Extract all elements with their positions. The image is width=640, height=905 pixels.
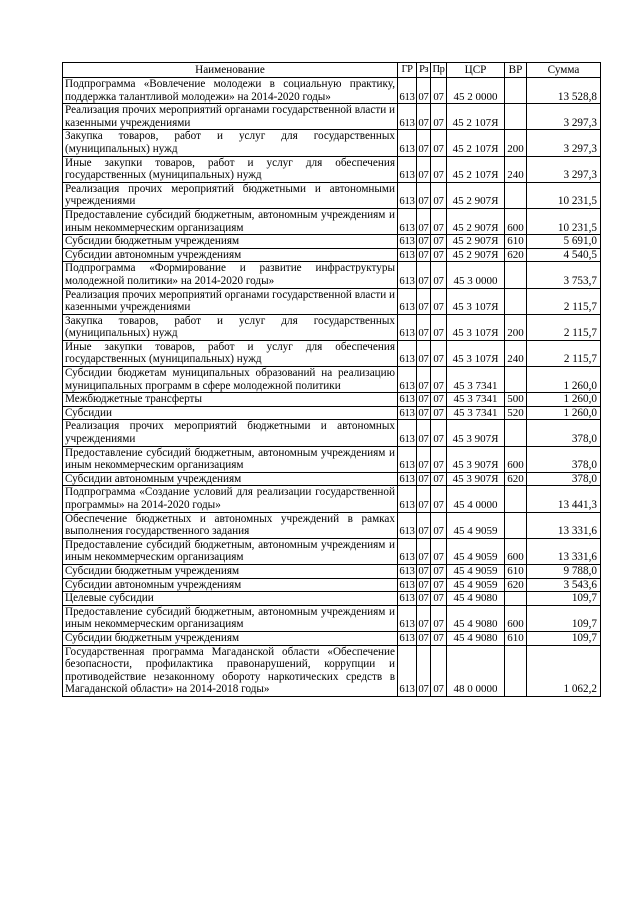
table-row xyxy=(63,538,601,564)
row-csr: 45 2 907Я xyxy=(447,248,505,262)
row-pr: 07 xyxy=(431,605,447,631)
row-sum: 3 543,6 xyxy=(527,578,601,592)
row-rz: 07 xyxy=(417,104,431,130)
row-csr: 45 3 107Я xyxy=(447,288,505,314)
row-gr: 613 xyxy=(398,446,417,472)
row-vr xyxy=(505,592,527,606)
row-csr: 45 3 107Я xyxy=(447,340,505,366)
table-row xyxy=(63,130,601,156)
row-vr xyxy=(505,512,527,538)
row-csr: 45 4 9059 xyxy=(447,564,505,578)
row-rz: 07 xyxy=(417,262,431,288)
row-vr: 200 xyxy=(505,314,527,340)
row-vr: 240 xyxy=(505,340,527,366)
row-sum: 13 528,8 xyxy=(527,78,601,104)
row-rz: 07 xyxy=(417,645,431,696)
row-vr: 620 xyxy=(505,248,527,262)
table-row xyxy=(63,592,601,606)
table-row xyxy=(63,235,601,249)
row-pr: 07 xyxy=(431,538,447,564)
row-vr: 600 xyxy=(505,605,527,631)
row-csr: 45 3 0000 xyxy=(447,262,505,288)
row-rz: 07 xyxy=(418,578,429,591)
header-pr: Пр xyxy=(431,63,447,78)
row-rz: 07 xyxy=(417,512,431,538)
row-pr: 07 xyxy=(431,446,447,472)
row-vr xyxy=(505,78,527,104)
row-csr: 45 3 7341 xyxy=(447,406,505,420)
row-name: Подпрограмма «Формирование и развитие инфраструктуры молодежной политики» на 2014-2020 годы» xyxy=(63,262,398,288)
row-name: Подпрограмма «Вовлечение молодежи в социальную практику, поддержка талантливой молодежи» на 2014-2020 годы» xyxy=(63,78,398,104)
header-vr: ВР xyxy=(505,63,527,78)
row-pr: 07 xyxy=(431,420,447,446)
row-gr: 613 xyxy=(399,472,415,485)
row-sum: 1 260,0 xyxy=(527,393,601,407)
row-vr xyxy=(505,104,527,130)
row-sum: 2 115,7 xyxy=(527,288,601,314)
row-sum: 2 115,7 xyxy=(527,340,601,366)
row-vr: 620 xyxy=(505,578,527,592)
row-rz: 07 xyxy=(418,592,429,605)
row-vr xyxy=(505,420,527,446)
table-row xyxy=(63,446,601,472)
row-csr: 48 0 0000 xyxy=(447,645,505,696)
row-name: Субсидии бюджетным учреждениям xyxy=(63,564,398,578)
table-row xyxy=(63,512,601,538)
row-vr xyxy=(505,262,527,288)
row-name: Закупка товаров, работ и услуг для государственных (муниципальных) нужд xyxy=(63,130,398,156)
row-sum: 109,7 xyxy=(527,592,601,606)
row-pr: 07 xyxy=(431,472,447,486)
row-pr: 07 xyxy=(431,78,447,104)
row-rz: 07 xyxy=(417,156,431,182)
row-name: Иные закупки товаров, работ и услуг для обеспечения государственных (муниципальных) нужд xyxy=(63,156,398,182)
row-csr: 45 4 9059 xyxy=(447,578,505,592)
row-csr: 45 4 9059 xyxy=(447,538,505,564)
row-gr: 613 xyxy=(398,130,417,156)
row-sum: 3 753,7 xyxy=(527,262,601,288)
row-pr: 07 xyxy=(431,393,447,407)
table-row xyxy=(63,208,601,234)
table-row xyxy=(63,578,601,592)
table-row xyxy=(63,406,601,420)
row-csr: 45 2 107Я xyxy=(447,104,505,130)
row-name: Субсидии автономным учреждениям xyxy=(63,248,398,262)
row-rz: 07 xyxy=(417,420,431,446)
row-name: Предоставление субсидий бюджетным, автономным учреждениям и иным некоммерческим организациям xyxy=(63,538,398,564)
row-name: Целевые субсидии xyxy=(63,592,398,606)
row-csr: 45 3 907Я xyxy=(447,446,505,472)
row-sum: 1 260,0 xyxy=(527,367,601,393)
row-pr: 07 xyxy=(431,248,447,262)
row-sum: 109,7 xyxy=(527,605,601,631)
row-rz: 07 xyxy=(417,538,431,564)
table-row xyxy=(63,78,601,104)
row-csr: 45 4 9080 xyxy=(447,605,505,631)
row-csr: 45 3 907Я xyxy=(447,420,505,446)
row-gr: 613 xyxy=(399,393,415,406)
row-gr: 613 xyxy=(399,235,415,248)
row-sum: 10 231,5 xyxy=(527,208,601,234)
row-name: Предоставление субсидий бюджетным, автономным учреждениям и иным некоммерческим организациям xyxy=(63,605,398,631)
row-name: Предоставление субсидий бюджетным, автономным учреждениям и иным некоммерческим организациям xyxy=(63,446,398,472)
row-sum: 13 331,6 xyxy=(527,538,601,564)
header-csr: ЦСР xyxy=(447,63,505,78)
row-rz: 07 xyxy=(418,248,429,261)
table-row xyxy=(63,564,601,578)
row-vr: 520 xyxy=(505,406,527,420)
row-gr: 613 xyxy=(399,406,415,419)
row-csr: 45 4 9080 xyxy=(447,631,505,645)
row-gr: 613 xyxy=(399,592,415,605)
row-sum: 13 441,3 xyxy=(527,486,601,512)
row-vr: 240 xyxy=(505,156,527,182)
table-row xyxy=(63,182,601,208)
row-name: Подпрограмма «Создание условий для реализации государственной программы» на 2014-2020 годы» xyxy=(63,486,398,512)
row-sum: 5 691,0 xyxy=(527,235,601,249)
row-pr: 07 xyxy=(431,406,447,420)
row-name: Реализация прочих мероприятий органами государственной власти и казенными учреждениями xyxy=(63,104,398,130)
row-vr: 620 xyxy=(505,472,527,486)
row-name: Реализация прочих мероприятий бюджетными и автономных учреждениями xyxy=(63,420,398,446)
table-row xyxy=(63,288,601,314)
row-name: Предоставление субсидий бюджетным, автономным учреждениям и иным некоммерческим организациям xyxy=(63,208,398,234)
row-vr: 600 xyxy=(505,208,527,234)
row-gr: 613 xyxy=(398,605,417,631)
row-rz: 07 xyxy=(417,208,431,234)
row-sum: 13 331,6 xyxy=(527,512,601,538)
table-row xyxy=(63,156,601,182)
row-rz: 07 xyxy=(417,446,431,472)
header-sum: Сумма xyxy=(527,63,601,78)
row-csr: 45 3 907Я xyxy=(447,472,505,486)
row-pr: 07 xyxy=(431,288,447,314)
row-vr xyxy=(505,182,527,208)
row-rz: 07 xyxy=(418,235,429,248)
row-vr: 600 xyxy=(505,446,527,472)
row-csr: 45 2 907Я xyxy=(447,182,505,208)
row-rz: 07 xyxy=(417,486,431,512)
table-row xyxy=(63,472,601,486)
row-pr: 07 xyxy=(431,156,447,182)
row-sum: 378,0 xyxy=(527,420,601,446)
row-rz: 07 xyxy=(418,472,429,485)
row-sum: 3 297,3 xyxy=(527,156,601,182)
row-gr: 613 xyxy=(399,631,415,644)
row-rz: 07 xyxy=(418,393,429,406)
table-row xyxy=(63,248,601,262)
row-gr: 613 xyxy=(398,367,417,393)
row-name: Субсидии автономным учреждениям xyxy=(63,472,398,486)
row-gr: 613 xyxy=(398,262,417,288)
row-name: Субсидии бюджетным учреждениям xyxy=(63,631,398,645)
row-pr: 07 xyxy=(431,340,447,366)
row-vr xyxy=(505,645,527,696)
row-pr: 07 xyxy=(431,631,447,645)
row-vr: 610 xyxy=(505,631,527,645)
row-csr: 45 4 0000 xyxy=(447,486,505,512)
row-csr: 45 2 107Я xyxy=(447,156,505,182)
row-csr: 45 4 9080 xyxy=(447,592,505,606)
row-rz: 07 xyxy=(417,367,431,393)
row-csr: 45 2 907Я xyxy=(447,208,505,234)
header-rz: Рз xyxy=(417,63,431,78)
row-vr: 610 xyxy=(505,235,527,249)
row-gr: 613 xyxy=(398,538,417,564)
table-row xyxy=(63,486,601,512)
table-header-row xyxy=(63,63,601,78)
row-gr: 613 xyxy=(398,314,417,340)
row-name: Субсидии xyxy=(63,406,398,420)
row-rz: 07 xyxy=(417,130,431,156)
row-vr: 500 xyxy=(505,393,527,407)
row-name: Субсидии бюджетным учреждениям xyxy=(63,235,398,249)
row-pr: 07 xyxy=(431,208,447,234)
row-name: Межбюджетные трансферты xyxy=(63,393,398,407)
row-gr: 613 xyxy=(398,156,417,182)
row-name: Государственная программа Магаданской области «Обеспечение безопасности, профилактика правонарушений, коррупции и противодействие незаконному обороту наркотических средств в Магаданской области» на 2014-2018 годы» xyxy=(63,645,398,696)
row-vr xyxy=(505,486,527,512)
row-pr: 07 xyxy=(431,645,447,696)
row-name: Закупка товаров, работ и услуг для государственных (муниципальных) нужд xyxy=(63,314,398,340)
row-pr: 07 xyxy=(431,130,447,156)
row-rz: 07 xyxy=(417,605,431,631)
row-gr: 613 xyxy=(399,578,415,591)
row-gr: 613 xyxy=(398,78,417,104)
row-pr: 07 xyxy=(431,592,447,606)
row-sum: 378,0 xyxy=(527,472,601,486)
row-gr: 613 xyxy=(398,288,417,314)
row-sum: 3 297,3 xyxy=(527,104,601,130)
row-csr: 45 2 0000 xyxy=(447,78,505,104)
row-gr: 613 xyxy=(398,340,417,366)
row-pr: 07 xyxy=(431,314,447,340)
table-row xyxy=(63,104,601,130)
row-sum: 2 115,7 xyxy=(527,314,601,340)
row-vr: 200 xyxy=(505,130,527,156)
row-pr: 07 xyxy=(431,262,447,288)
row-vr: 600 xyxy=(505,538,527,564)
row-gr: 613 xyxy=(398,486,417,512)
row-gr: 613 xyxy=(398,512,417,538)
row-name: Обеспечение бюджетных и автономных учреждений в рамках выполнения государственного задания xyxy=(63,512,398,538)
row-rz: 07 xyxy=(417,314,431,340)
row-vr xyxy=(505,367,527,393)
row-pr: 07 xyxy=(431,235,447,249)
table-row xyxy=(63,393,601,407)
row-rz: 07 xyxy=(417,78,431,104)
row-sum: 109,7 xyxy=(527,631,601,645)
row-name: Субсидии бюджетам муниципальных образований на реализацию муниципальных программ в сфере молодежной политики xyxy=(63,367,398,393)
row-sum: 1 260,0 xyxy=(527,406,601,420)
row-gr: 613 xyxy=(399,248,415,261)
row-csr: 45 2 107Я xyxy=(447,130,505,156)
row-csr: 45 4 9059 xyxy=(447,512,505,538)
row-rz: 07 xyxy=(418,631,429,644)
row-sum: 9 788,0 xyxy=(527,564,601,578)
row-csr: 45 3 107Я xyxy=(447,314,505,340)
budget-table xyxy=(62,62,601,697)
row-gr: 613 xyxy=(398,182,417,208)
header-gr: ГР xyxy=(398,63,417,78)
row-rz: 07 xyxy=(417,288,431,314)
row-pr: 07 xyxy=(431,578,447,592)
row-pr: 07 xyxy=(431,367,447,393)
row-pr: 07 xyxy=(431,512,447,538)
row-gr: 613 xyxy=(398,420,417,446)
table-row xyxy=(63,367,601,393)
row-name: Иные закупки товаров, работ и услуг для обеспечения государственных (муниципальных) нужд xyxy=(63,340,398,366)
row-rz: 07 xyxy=(417,182,431,208)
row-gr: 613 xyxy=(398,104,417,130)
row-sum: 1 062,2 xyxy=(527,645,601,696)
row-name: Реализация прочих мероприятий бюджетными и автономными учреждениями xyxy=(63,182,398,208)
row-vr: 610 xyxy=(505,564,527,578)
table-row xyxy=(63,645,601,696)
row-vr xyxy=(505,288,527,314)
table-row xyxy=(63,631,601,645)
row-pr: 07 xyxy=(431,182,447,208)
document-page xyxy=(62,62,601,697)
row-rz: 07 xyxy=(417,340,431,366)
row-csr: 45 3 7341 xyxy=(447,367,505,393)
row-csr: 45 3 7341 xyxy=(447,393,505,407)
row-name: Реализация прочих мероприятий органами государственной власти и казенными учреждениями xyxy=(63,288,398,314)
table-row xyxy=(63,420,601,446)
row-gr: 613 xyxy=(399,564,415,577)
row-sum: 3 297,3 xyxy=(527,130,601,156)
table-row xyxy=(63,605,601,631)
row-rz: 07 xyxy=(418,406,429,419)
row-sum: 378,0 xyxy=(527,446,601,472)
table-row xyxy=(63,262,601,288)
table-row xyxy=(63,340,601,366)
row-gr: 613 xyxy=(398,645,417,696)
row-sum: 10 231,5 xyxy=(527,182,601,208)
row-gr: 613 xyxy=(398,208,417,234)
row-pr: 07 xyxy=(431,564,447,578)
row-sum: 4 540,5 xyxy=(527,248,601,262)
row-pr: 07 xyxy=(431,486,447,512)
row-pr: 07 xyxy=(431,104,447,130)
table-row xyxy=(63,314,601,340)
row-rz: 07 xyxy=(418,564,429,577)
row-name: Субсидии автономным учреждениям xyxy=(63,578,398,592)
row-csr: 45 2 907Я xyxy=(447,235,505,249)
header-name: Наименование xyxy=(63,63,398,78)
